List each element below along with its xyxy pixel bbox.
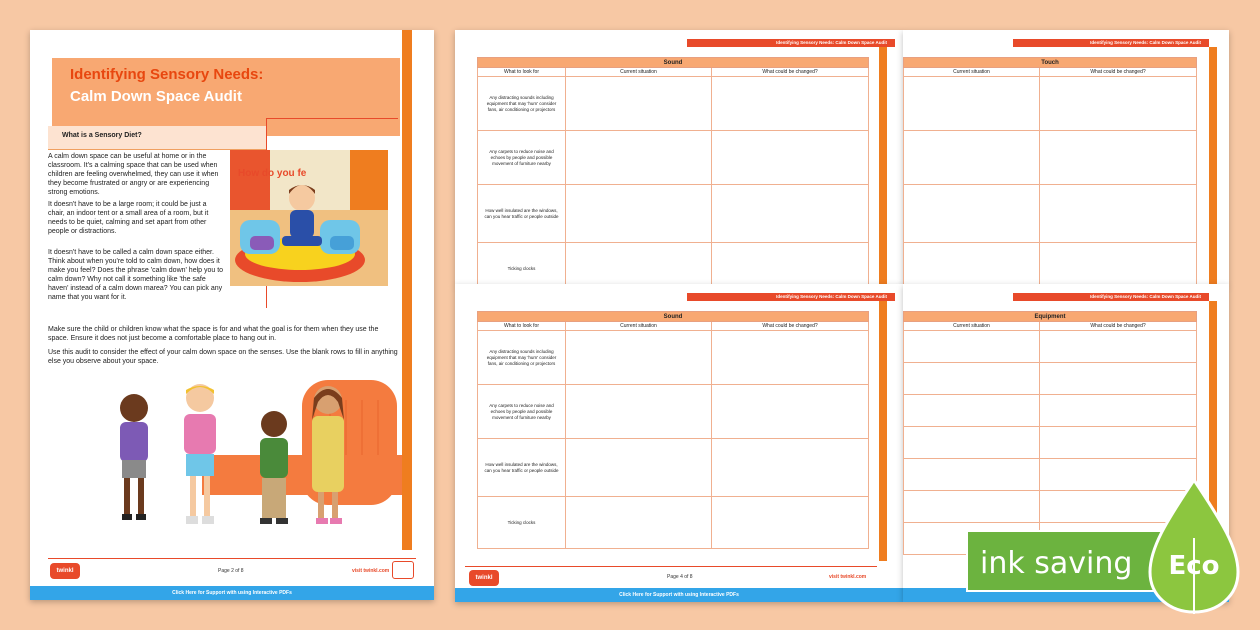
input-cell[interactable] [904,331,1040,363]
input-cell[interactable] [566,131,712,185]
paragraph: Make sure the child or children know what the space is for and what the goal is for them when they use the space. Ensure it does not just become a comfortable place to hang out in. [48,326,379,342]
page-title: Identifying Sensory Needs: [70,66,264,83]
input-cell[interactable] [712,385,869,439]
input-cell[interactable] [904,459,1040,491]
input-cell[interactable] [712,497,869,549]
table-cell: Any carpets to reduce noise and echoes by people and possible movement of furniture nearby [478,131,566,185]
leaf-icon [1146,478,1242,616]
page-header-bar: Identifying Sensory Needs: Calm Down Space Audit [687,293,895,301]
page-side-stripe [1209,47,1217,285]
input-cell[interactable] [566,243,712,286]
page-header-bar: Identifying Sensory Needs: Calm Down Space Audit [1013,39,1209,47]
input-cell[interactable] [566,497,712,549]
table-cell: Ticking clocks [478,243,566,286]
input-cell[interactable] [904,77,1040,131]
input-cell[interactable] [1040,331,1197,363]
award-badge-icon [392,561,414,579]
intro-page [30,30,434,600]
input-cell[interactable] [904,243,1040,286]
page-header-bar: Identifying Sensory Needs: Calm Down Space Audit [687,39,895,47]
column-header: What could be changed? [1040,322,1197,331]
input-cell[interactable] [1040,243,1197,286]
input-cell[interactable] [1040,131,1197,185]
input-cell[interactable] [712,77,869,131]
table-section-title: Sound [478,312,869,322]
page-number: Page 2 of 8 [218,568,244,574]
input-cell[interactable] [566,77,712,131]
page-side-stripe [402,30,412,550]
page-side-stripe [879,47,887,285]
input-cell[interactable] [904,131,1040,185]
page-number: Page 4 of 8 [667,574,693,580]
input-cell[interactable] [712,439,869,497]
page-side-stripe [879,301,887,561]
input-cell[interactable] [1040,185,1197,243]
sound-audit-page [455,30,903,285]
sound-audit-table [477,57,869,285]
input-cell[interactable] [566,331,712,385]
input-cell[interactable] [904,363,1040,395]
sound-audit-page-2 [455,284,903,602]
input-cell[interactable] [904,427,1040,459]
input-cell[interactable] [566,385,712,439]
table-cell: Any distracting sounds including equipment that may 'hum' consider fans, air conditioning or projectors [478,77,566,131]
paragraph: A calm down space can be useful at home or in the classroom. It's a calming space that can be used when children are feeling overwhelmed, they can use it when they become frustrated or angry or are experiencing strong emotions. [48,153,219,196]
footer-divider [465,566,877,567]
children-illustration [102,380,402,555]
table-section-title: Equipment [904,312,1197,322]
table-cell: Any distracting sounds including equipment that may 'hum' consider fans, air conditioning or projectors [478,331,566,385]
touch-audit-page [903,30,1229,285]
input-cell[interactable] [1040,427,1197,459]
table-cell: Ticking clocks [478,497,566,549]
section-heading-box [48,126,266,150]
support-link-bar[interactable]: Click Here for Support with using Interactive PDFs [30,586,434,600]
column-header: Current situation [566,322,712,331]
touch-audit-table [903,57,1197,285]
twinkl-logo[interactable]: twinkl [50,563,80,579]
paragraph: It doesn't have to be a large room; it could be just a chair, an indoor tent or a small area of a room, but it needs to be quiet, calming and set apart from other people or distractions. [48,201,209,235]
table-section-title: Sound [478,58,869,68]
input-cell[interactable] [1040,395,1197,427]
column-header: What could be changed? [1040,68,1197,77]
column-header: What to look for [478,68,566,77]
column-header: What could be changed? [712,322,869,331]
support-link-bar[interactable]: Click Here for Support with using Interactive PDFs [455,588,903,602]
column-header: Current situation [566,68,712,77]
table-cell: Any carpets to reduce noise and echoes by people and possible movement of furniture nearby [478,385,566,439]
column-header: What could be changed? [712,68,869,77]
page-subtitle: Calm Down Space Audit [70,88,242,105]
input-cell[interactable] [712,131,869,185]
column-header: Current situation [904,68,1040,77]
page-header-bar: Identifying Sensory Needs: Calm Down Space Audit [1013,293,1209,301]
twinkl-logo[interactable]: twinkl [469,570,499,586]
input-cell[interactable] [1040,77,1197,131]
input-cell[interactable] [904,185,1040,243]
input-cell[interactable] [712,331,869,385]
input-cell[interactable] [566,185,712,243]
visit-link[interactable]: visit twinkl.com [352,568,390,574]
input-cell[interactable] [712,243,869,286]
input-cell[interactable] [1040,363,1197,395]
input-cell[interactable] [566,439,712,497]
calm-child-illustration [230,150,388,286]
sound-audit-table [477,311,869,549]
table-section-title: Touch [904,58,1197,68]
column-header: What to look for [478,322,566,331]
table-cell: How well insulated are the windows, can you hear traffic or people outside [478,439,566,497]
title-banner [52,58,400,136]
footer-divider [48,558,416,559]
divider-line [266,118,398,119]
eco-badge-label: ink saving [980,546,1133,581]
illustration-caption: How do you fe [238,168,307,179]
column-header: Current situation [904,322,1040,331]
paragraph: Use this audit to consider the effect of your calm down space on the senses. Use the blank rows to fill in anything else you observe about your space. [48,349,398,365]
input-cell[interactable] [904,491,1040,523]
section-heading: What is a Sensory Diet? [62,132,142,139]
eco-tag: Eco [1168,551,1220,581]
table-cell: How well insulated are the windows, can you hear traffic or people outside [478,185,566,243]
visit-link[interactable]: visit twinkl.com [829,574,867,580]
paragraph: It doesn't have to be called a calm down space either. Think about when you're told to calm down, how does it make you feel? Does the phrase 'calm down' help you to calm down? Why not call it something like 'the safe haven' instead of a calm down marea? You can pick any name that you want for it. [48,249,224,301]
input-cell[interactable] [904,395,1040,427]
input-cell[interactable] [712,185,869,243]
